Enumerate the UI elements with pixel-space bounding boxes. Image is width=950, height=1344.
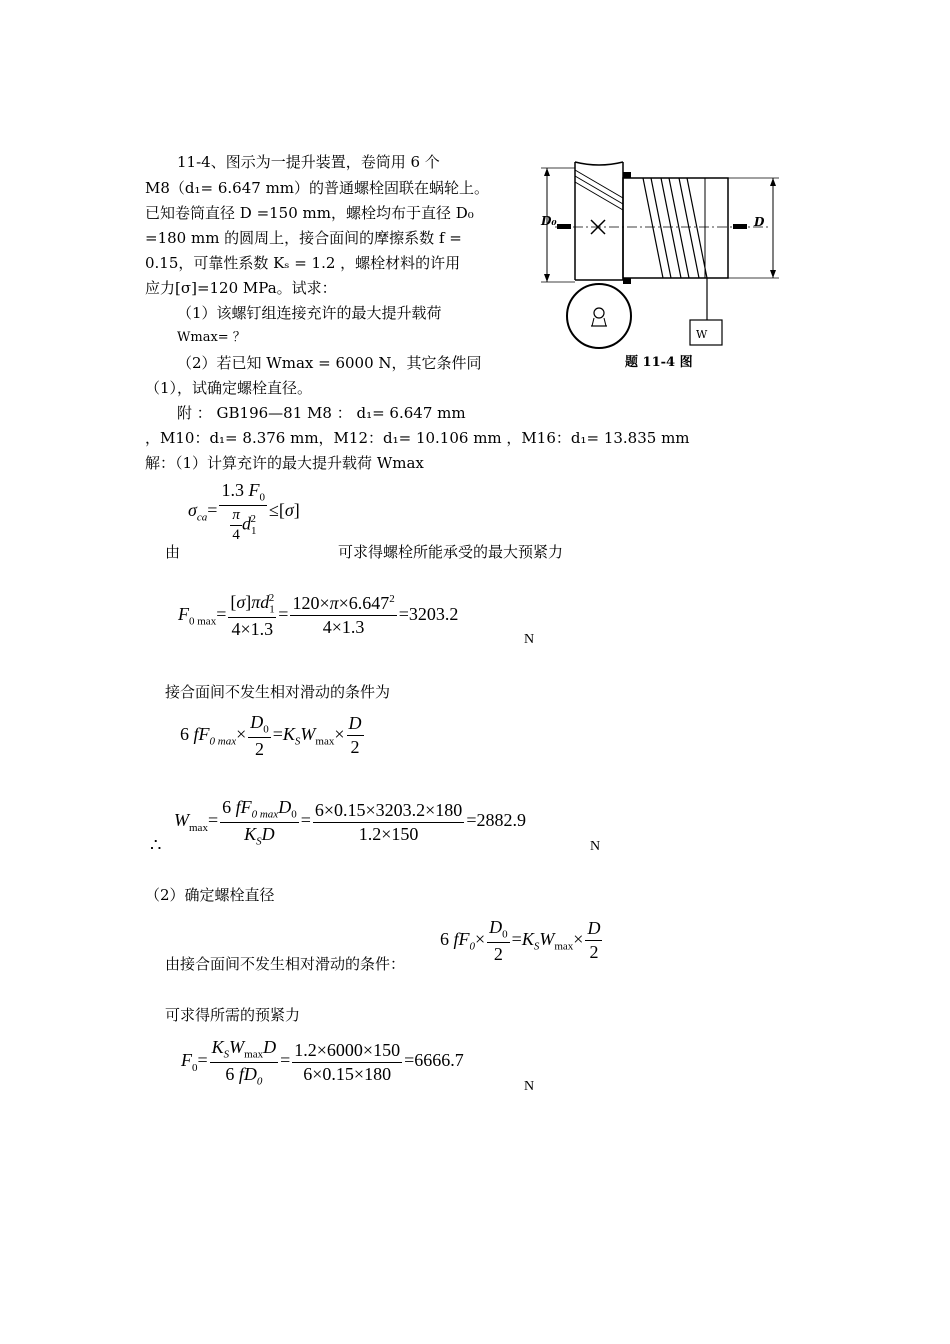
unit-n-2: N bbox=[590, 839, 601, 854]
question-2-a: （2）若已知 Wmax = 6000 N，其它条件同 bbox=[177, 354, 482, 372]
label-d: D bbox=[754, 215, 765, 229]
solution-preload-text: 可求得所需的预紧力 bbox=[165, 1006, 301, 1024]
unit-n-3: N bbox=[524, 1079, 535, 1094]
appendix-line-1: 附 ： GB196—81 M8 ： d₁= 6.647 mm bbox=[177, 404, 466, 422]
problem-line-5: 0.15，可靠性系数 Kₛ = 1.2 ，螺栓材料的许用 bbox=[145, 254, 461, 272]
hoist-drum-figure bbox=[535, 150, 785, 350]
solution-heading-1: 解：（1）计算充许的最大提升载荷 Wmax bbox=[145, 454, 424, 472]
equation-f0: $F_0=$ $\frac{K_SW_{max}D}{6 fD_0}$ = $\frac{1.2\times 6000\times 150}{6\times 0.15\times 180}$ =6666.7 bbox=[181, 1037, 464, 1088]
unit-n-1: N bbox=[524, 632, 535, 647]
therefore-symbol: ∴ bbox=[150, 835, 162, 855]
equation-sigma-ca: $\sigma_{ca}=$ 1.3 $F_0$ $\frac{\pi}{4}$ $d_1^2$ ≤[σ] bbox=[188, 480, 300, 543]
solution-you: 由 bbox=[165, 543, 181, 561]
question-1-a: （1）该螺钉组连接充许的最大提升载荷 bbox=[177, 304, 442, 322]
solution-condition-1: 接合面间不发生相对滑动的条件为 bbox=[165, 683, 391, 701]
label-d0: D₀ bbox=[541, 214, 557, 228]
wmax-result: =2882.9 bbox=[466, 810, 526, 831]
question-1-b: Wmax= ？ bbox=[177, 330, 246, 345]
problem-line-6: 应力[σ]=120 MPa。试求： bbox=[145, 279, 337, 297]
problem-line-1: 11-4、图示为一提升装置，卷筒用 6 个 bbox=[177, 153, 440, 171]
f0-result: =6666.7 bbox=[404, 1050, 464, 1071]
appendix-line-2: ，M10：d₁= 8.376 mm，M12：d₁= 10.106 mm ，M16：d₁= 13.835 mm bbox=[145, 429, 690, 447]
f0max-result: =3203.2 bbox=[398, 603, 459, 624]
equation-wmax: $W_{max}=$ $\frac{6 fF_{0 max}D_0}{K_SD}$ = $\frac{6\times 0.15\times 3203.2\times 180}{1.2\times 150}$ =2882.9 bbox=[174, 797, 526, 848]
problem-line-3: 已知卷筒直径 D =150 mm，螺栓均布于直径 D₀ bbox=[145, 204, 474, 222]
equation-f0max: $F_{0 max}=$ $\frac{[\sigma]\pi d_1^2}{4\times 1.3}$ = $\frac{120\times\pi\times 6.647^2}{4\times 1.3}$ =3203.2 bbox=[178, 592, 459, 639]
solution-max-preload-text: 可求得螺栓所能承受的最大预紧力 bbox=[338, 543, 564, 561]
solution-condition-2: 由接合面间不发生相对滑动的条件： bbox=[165, 955, 406, 973]
solution-heading-2: （2）确定螺栓直径 bbox=[145, 886, 275, 904]
equation-friction-condition-2: 6 $fF_0\times$ $\frac{D_0}{2}$ $=K_SW_{max}\times$ $\frac{D}{2}$ bbox=[440, 917, 601, 964]
label-weight: W bbox=[696, 328, 708, 341]
problem-line-4: =180 mm 的圆周上，接合面间的摩擦系数 f = bbox=[145, 229, 462, 247]
problem-line-2: M8（d₁= 6.647 mm）的普通螺栓固联在蜗轮上。 bbox=[145, 179, 490, 197]
question-2-b: （1），试确定螺栓直径。 bbox=[145, 379, 313, 397]
figure-caption: 题 11-4 图 bbox=[625, 355, 693, 370]
equation-friction-condition: 6 $fF_{0 max}\times$ $\frac{D_0}{2}$ $=K_SW_{max}\times$ $\frac{D}{2}$ bbox=[180, 712, 362, 759]
